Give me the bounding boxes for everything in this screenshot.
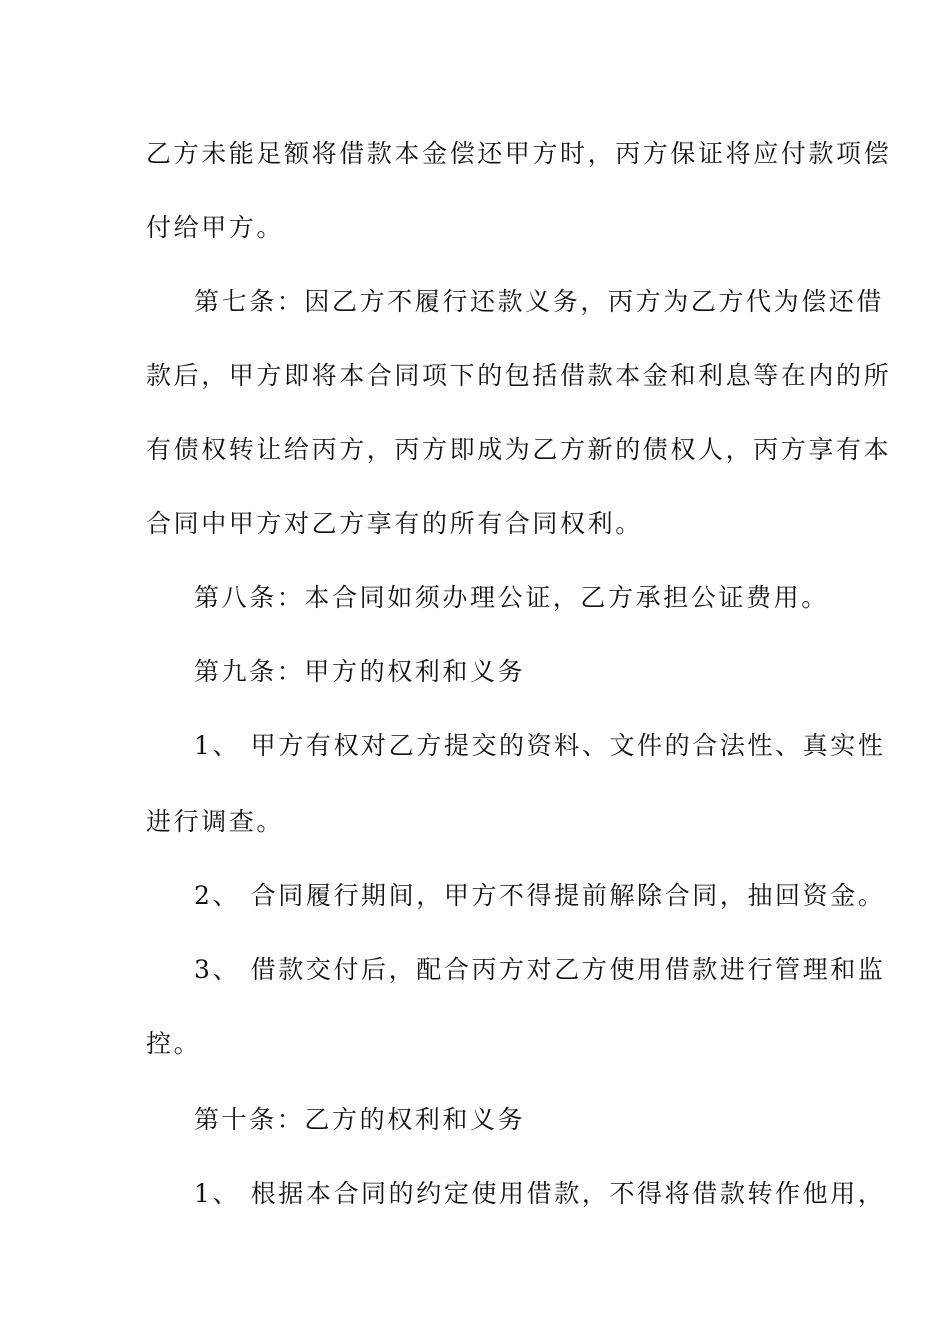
list-item-line: 3、 借款交付后，配合丙方对乙方使用借款进行管理和监 [194, 955, 886, 984]
article-7-line: 第七条：因乙方不履行还款义务，丙方为乙方代为偿还借 [194, 287, 885, 316]
paragraph-line: 付给甲方。 [146, 213, 285, 242]
article-8-line: 第八条：本合同如须办理公证，乙方承担公证费用。 [194, 583, 829, 612]
paragraph-line: 乙方未能足额将借款本金偿还甲方时，丙方保证将应付款项偿 [146, 139, 892, 168]
paragraph-line: 有债权转让给丙方，丙方即成为乙方新的债权人，丙方享有本 [146, 435, 892, 464]
paragraph-line: 进行调查。 [146, 807, 285, 836]
list-item-line: 2、 合同履行期间，甲方不得提前解除合同，抽回资金。 [194, 881, 886, 910]
article-10-heading: 第十条：乙方的权利和义务 [194, 1105, 526, 1134]
list-item-line: 1、 根据本合同的约定使用借款，不得将借款转作他用， [194, 1179, 886, 1208]
list-item-line: 1、 甲方有权对乙方提交的资料、文件的合法性、真实性 [194, 731, 886, 760]
article-9-heading: 第九条：甲方的权利和义务 [194, 657, 526, 686]
paragraph-line: 合同中甲方对乙方享有的所有合同权利。 [146, 509, 643, 538]
paragraph-line: 款后，甲方即将本合同项下的包括借款本金和利息等在内的所 [146, 361, 892, 390]
paragraph-line: 控。 [146, 1029, 202, 1058]
